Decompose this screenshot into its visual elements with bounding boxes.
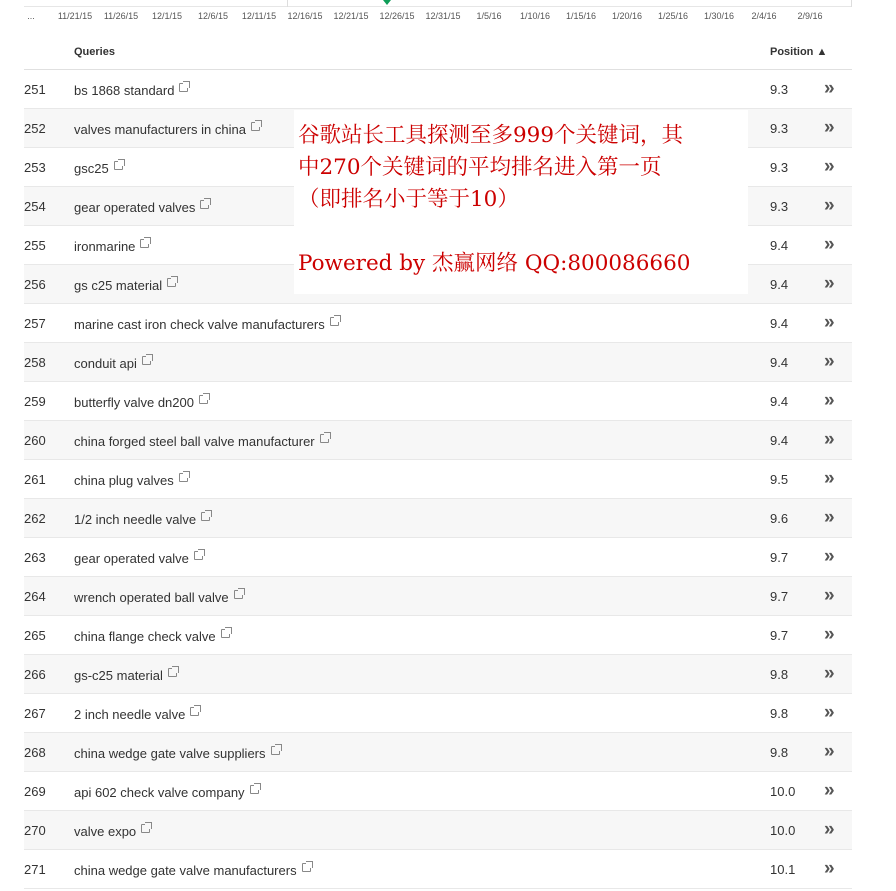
position-value: 9.4 xyxy=(770,277,789,292)
row-number: 257 xyxy=(24,316,46,331)
table-row xyxy=(24,772,852,811)
row-expand-chevron-icon[interactable]: » xyxy=(824,78,835,99)
query-text: gs c25 material xyxy=(74,278,163,293)
query-link[interactable] xyxy=(74,200,209,215)
query-link[interactable] xyxy=(74,629,230,644)
row-number: 256 xyxy=(24,277,46,292)
row-expand-chevron-icon[interactable]: » xyxy=(824,468,835,489)
table-row xyxy=(24,577,852,616)
query-link[interactable] xyxy=(74,395,208,410)
query-link[interactable] xyxy=(74,278,176,293)
axis-date-label: 12/11/15 xyxy=(241,11,277,21)
external-link-icon[interactable] xyxy=(271,746,280,755)
external-link-icon[interactable] xyxy=(201,512,210,521)
axis-date-label: 11/21/15 xyxy=(57,11,93,21)
table-row xyxy=(24,733,852,772)
row-expand-chevron-icon[interactable]: » xyxy=(824,195,835,216)
row-expand-chevron-icon[interactable]: » xyxy=(824,819,835,840)
overlay-line: 中270个关键词的平均排名进入第一页 xyxy=(298,155,662,180)
row-expand-chevron-icon[interactable]: » xyxy=(824,234,835,255)
axis-date-label: 1/20/16 xyxy=(611,11,643,21)
row-expand-chevron-icon[interactable]: » xyxy=(824,273,835,294)
row-expand-chevron-icon[interactable]: » xyxy=(824,351,835,372)
external-link-icon[interactable] xyxy=(179,83,188,92)
axis-date-label: 12/31/15 xyxy=(425,11,461,21)
axis-date-label: 12/21/15 xyxy=(333,11,369,21)
position-value: 9.3 xyxy=(770,82,789,97)
query-link[interactable] xyxy=(74,707,199,722)
date-axis xyxy=(0,0,852,30)
row-number: 259 xyxy=(24,394,46,409)
query-link[interactable] xyxy=(74,317,339,332)
query-link[interactable] xyxy=(74,590,243,605)
row-number: 255 xyxy=(24,238,46,253)
row-number: 260 xyxy=(24,433,46,448)
position-value: 9.3 xyxy=(770,121,789,136)
table-header xyxy=(24,31,852,70)
query-text: china wedge gate valve manufacturers xyxy=(74,863,297,878)
axis-baseline xyxy=(24,6,852,7)
query-link[interactable] xyxy=(74,161,123,176)
query-link[interactable] xyxy=(74,551,203,566)
position-column-header[interactable]: Position ▲ xyxy=(770,46,828,58)
external-link-icon[interactable] xyxy=(168,668,177,677)
row-expand-chevron-icon[interactable]: » xyxy=(824,429,835,450)
table-row xyxy=(24,343,852,382)
axis-date-label: 1/15/16 xyxy=(565,11,597,21)
queries-column-header[interactable]: Queries xyxy=(74,46,115,58)
axis-date-label: 12/6/15 xyxy=(197,11,229,21)
position-value: 10.1 xyxy=(770,862,796,877)
query-link[interactable] xyxy=(74,356,151,371)
row-number: 265 xyxy=(24,628,46,643)
overlay-powered-by: Powered by 杰赢网络 QQ:800086660 xyxy=(298,251,691,276)
row-expand-chevron-icon[interactable]: » xyxy=(824,624,835,645)
query-link[interactable] xyxy=(74,668,177,683)
row-expand-chevron-icon[interactable]: » xyxy=(824,585,835,606)
axis-date-label: 2/4/16 xyxy=(751,11,777,21)
external-link-icon[interactable] xyxy=(330,317,339,326)
query-text: 1/2 inch needle valve xyxy=(74,512,197,527)
external-link-icon[interactable] xyxy=(142,356,151,365)
row-expand-chevron-icon[interactable]: » xyxy=(824,156,835,177)
row-number: 268 xyxy=(24,745,46,760)
position-value: 9.3 xyxy=(770,199,789,214)
row-expand-chevron-icon[interactable]: » xyxy=(824,546,835,567)
axis-date-label: 12/26/15 xyxy=(379,11,415,21)
table-row xyxy=(24,811,852,850)
position-value: 9.7 xyxy=(770,628,789,643)
external-link-icon[interactable] xyxy=(250,785,259,794)
position-value: 9.8 xyxy=(770,706,789,721)
axis-date-label: 1/30/16 xyxy=(703,11,735,21)
external-link-icon[interactable] xyxy=(251,122,260,131)
row-expand-chevron-icon[interactable]: » xyxy=(824,390,835,411)
axis-tick xyxy=(287,0,288,7)
query-text: gear operated valve xyxy=(74,551,189,566)
query-link[interactable] xyxy=(74,473,188,488)
query-text: api 602 check valve company xyxy=(74,785,245,800)
query-link[interactable] xyxy=(74,824,150,839)
table-row xyxy=(24,850,852,889)
row-expand-chevron-icon[interactable]: » xyxy=(824,312,835,333)
table-row xyxy=(24,538,852,577)
query-text: china forged steel ball valve manufacturer xyxy=(74,434,315,449)
position-value: 9.4 xyxy=(770,355,789,370)
position-value: 9.3 xyxy=(770,160,789,175)
external-link-icon[interactable] xyxy=(302,863,311,872)
query-text: valve expo xyxy=(74,824,137,839)
position-value: 9.7 xyxy=(770,589,789,604)
axis-date-label: 1/5/16 xyxy=(476,11,502,21)
axis-edge xyxy=(851,0,852,7)
external-link-icon[interactable] xyxy=(221,629,230,638)
query-text: gear operated valves xyxy=(74,200,196,215)
table-row xyxy=(24,382,852,421)
external-link-icon[interactable] xyxy=(194,551,203,560)
row-expand-chevron-icon[interactable]: » xyxy=(824,663,835,684)
axis-date-label: 12/16/15 xyxy=(287,11,323,21)
query-link[interactable] xyxy=(74,239,149,254)
row-number: 264 xyxy=(24,589,46,604)
query-link[interactable] xyxy=(74,746,280,761)
row-number: 269 xyxy=(24,784,46,799)
table-row xyxy=(24,499,852,538)
external-link-icon[interactable] xyxy=(179,473,188,482)
row-number: 262 xyxy=(24,511,46,526)
timeline-marker-icon xyxy=(383,0,391,5)
query-link[interactable] xyxy=(74,512,210,527)
position-value: 10.0 xyxy=(770,823,796,838)
row-expand-chevron-icon[interactable]: » xyxy=(824,780,835,801)
axis-date-label: 1/25/16 xyxy=(657,11,689,21)
external-link-icon[interactable] xyxy=(199,395,208,404)
query-text: ironmarine xyxy=(74,239,136,254)
position-value: 9.5 xyxy=(770,472,789,487)
query-text: valves manufacturers in china xyxy=(74,122,246,137)
annotation-overlay xyxy=(294,110,748,294)
axis-date-label: 12/1/15 xyxy=(151,11,183,21)
query-text: gsc25 xyxy=(74,161,109,176)
axis-date-label: 11/26/15 xyxy=(103,11,139,21)
external-link-icon[interactable] xyxy=(114,161,123,170)
query-text: 2 inch needle valve xyxy=(74,707,186,722)
row-number: 252 xyxy=(24,121,46,136)
external-link-icon[interactable] xyxy=(234,590,243,599)
position-value: 10.0 xyxy=(770,784,796,799)
row-number: 266 xyxy=(24,667,46,682)
query-text: china flange check valve xyxy=(74,629,216,644)
external-link-icon[interactable] xyxy=(141,824,150,833)
overlay-line: 谷歌站长工具探测至多999个关键词，其 xyxy=(298,123,684,148)
position-value: 9.8 xyxy=(770,667,789,682)
query-text: gs-c25 material xyxy=(74,668,163,683)
row-expand-chevron-icon[interactable]: » xyxy=(824,858,835,879)
axis-date-label: 1/10/16 xyxy=(519,11,551,21)
row-number: 253 xyxy=(24,160,46,175)
axis-date-label: ... xyxy=(27,11,35,21)
row-number: 258 xyxy=(24,355,46,370)
query-link[interactable] xyxy=(74,785,259,800)
row-expand-chevron-icon[interactable]: » xyxy=(824,702,835,723)
query-text: china plug valves xyxy=(74,473,174,488)
query-link[interactable] xyxy=(74,863,311,878)
overlay-line: （即排名小于等于10） xyxy=(298,187,519,212)
row-number: 267 xyxy=(24,706,46,721)
query-link[interactable] xyxy=(74,434,329,449)
axis-date-label: 2/9/16 xyxy=(797,11,823,21)
table-row xyxy=(24,70,852,109)
row-number: 254 xyxy=(24,199,46,214)
table-row xyxy=(24,421,852,460)
table-row xyxy=(24,616,852,655)
table-row xyxy=(24,694,852,733)
row-expand-chevron-icon[interactable]: » xyxy=(824,741,835,762)
external-link-icon[interactable] xyxy=(200,200,209,209)
query-text: conduit api xyxy=(74,356,137,371)
external-link-icon[interactable] xyxy=(320,434,329,443)
query-text: bs 1868 standard xyxy=(74,83,175,98)
table-row xyxy=(24,304,852,343)
row-number: 271 xyxy=(24,862,46,877)
position-value: 9.8 xyxy=(770,745,789,760)
position-value: 9.4 xyxy=(770,394,789,409)
row-number: 263 xyxy=(24,550,46,565)
row-expand-chevron-icon[interactable]: » xyxy=(824,507,835,528)
position-value: 9.4 xyxy=(770,316,789,331)
query-link[interactable] xyxy=(74,83,188,98)
query-text: butterfly valve dn200 xyxy=(74,395,194,410)
row-number: 261 xyxy=(24,472,46,487)
row-number: 251 xyxy=(24,82,46,97)
query-text: china wedge gate valve suppliers xyxy=(74,746,266,761)
query-text: wrench operated ball valve xyxy=(74,590,229,605)
external-link-icon[interactable] xyxy=(167,278,176,287)
external-link-icon[interactable] xyxy=(140,239,149,248)
position-value: 9.7 xyxy=(770,550,789,565)
query-text: marine cast iron check valve manufacturers xyxy=(74,317,325,332)
row-expand-chevron-icon[interactable]: » xyxy=(824,117,835,138)
row-number: 270 xyxy=(24,823,46,838)
position-value: 9.4 xyxy=(770,238,789,253)
query-link[interactable] xyxy=(74,122,260,137)
table-row xyxy=(24,460,852,499)
table-row xyxy=(24,655,852,694)
position-value: 9.6 xyxy=(770,511,789,526)
position-value: 9.4 xyxy=(770,433,789,448)
external-link-icon[interactable] xyxy=(190,707,199,716)
